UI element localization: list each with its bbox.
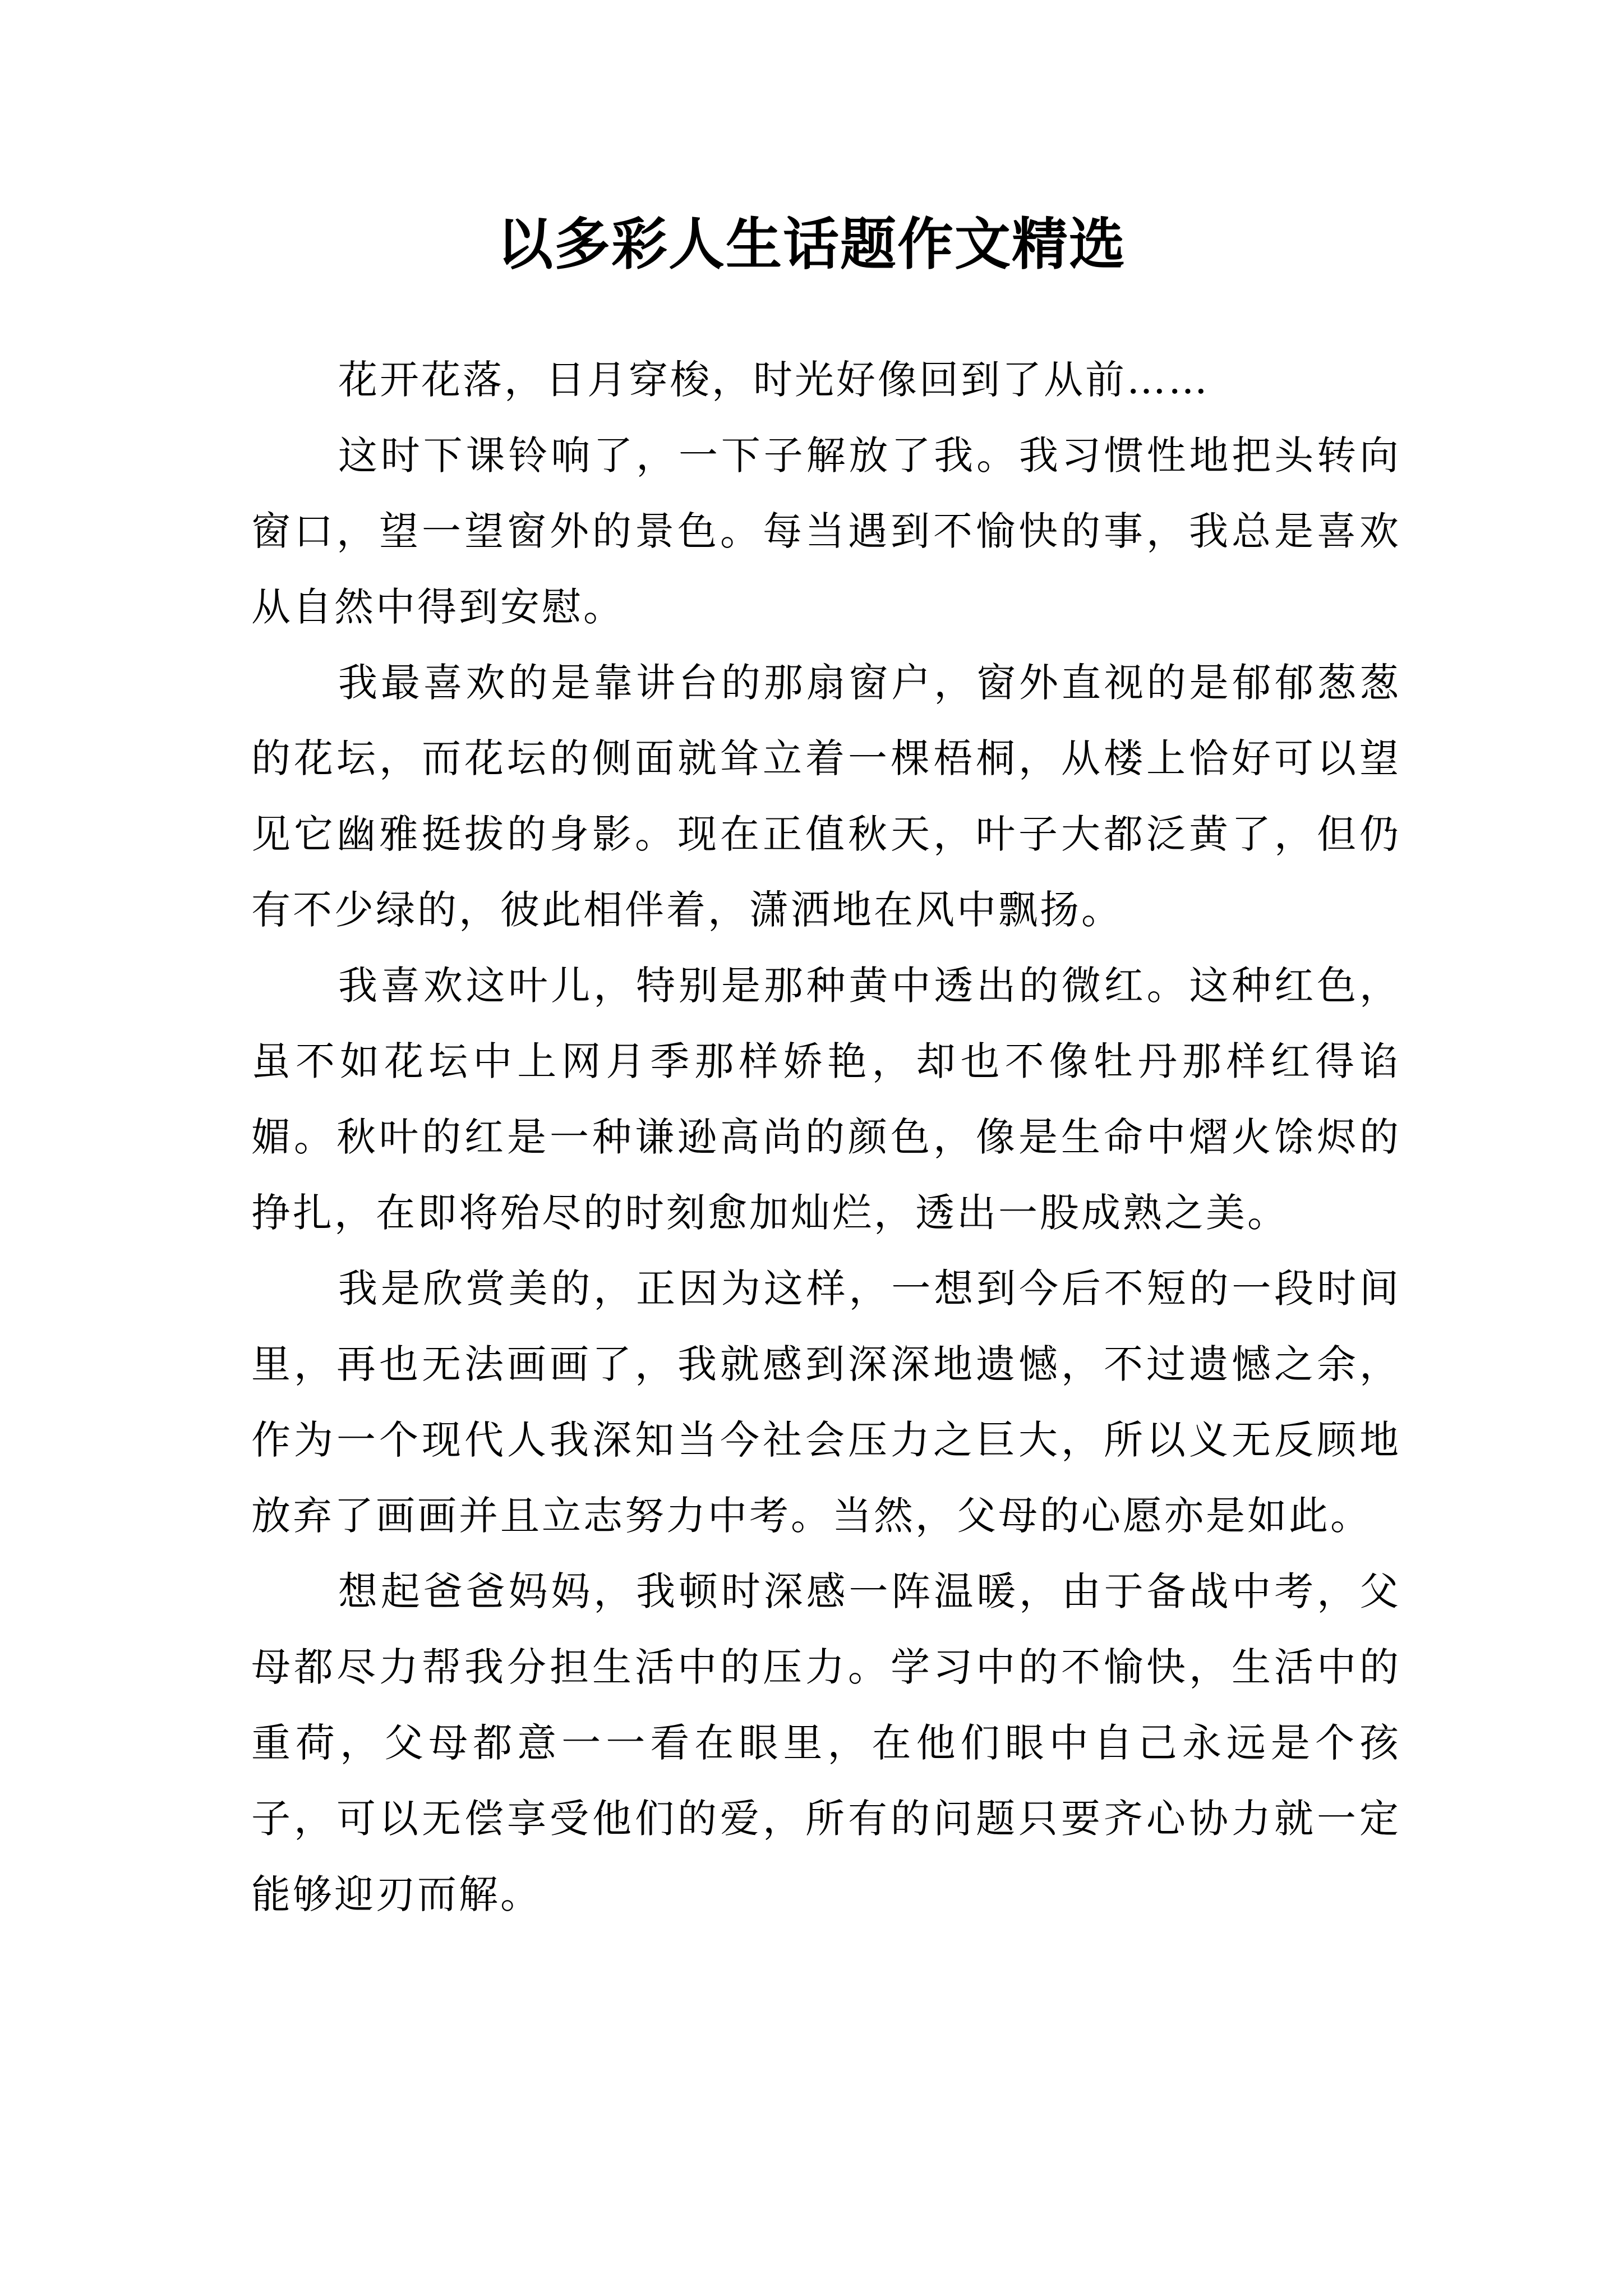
paragraph-6: 想起爸爸妈妈，我顿时深感一阵温暖，由于备战中考，父母都尽力帮我分担生活中的压力。学习中的不愉快，生活中的重荷，父母都意一一看在眼里，在他们眼中自己永远是个孩子，可以无偿享受他们的爱，所有的问题只要齐心协力就一定能够迎刃而解。: [251, 1568, 1401, 1917]
document-title: 以多彩人生话题作文精选: [497, 211, 1126, 277]
document-body: [251, 342, 1401, 1932]
paragraph-4: 我喜欢这叶儿，特别是那种黄中透出的微红。这种红色，虽不如花坛中上网月季那样娇艳，却也不像牡丹那样红得谄媚。秋叶的红是一种谦逊高尚的颜色，像是生命中熠火馀烬的挣扎，在即将殆尽的时刻愈加灿烂，透出一股成熟之美。: [251, 963, 1401, 1236]
paragraph-1: 花开花落，日月穿梭，时光好像回到了从前……: [338, 357, 1210, 403]
paragraph-5: 我是欣赏美的，正因为这样，一想到今后不短的一段时间里，再也无法画画了，我就感到深深地遗憾，不过遗憾之余，作为一个现代人我深知当今社会压力之巨大，所以义无反顾地放弃了画画并且立志努力中考。当然，父母的心愿亦是如此。: [251, 1266, 1401, 1539]
paragraph-3: 我最喜欢的是靠讲台的那扇窗户，窗外直视的是郁郁葱葱的花坛，而花坛的侧面就耸立着一棵梧桐，从楼上恰好可以望见它幽雅挺拔的身影。现在正值秋天，叶子大都泛黄了，但仍有不少绿的，彼此相伴着，潇洒地在风中飘扬。: [251, 660, 1401, 933]
paragraph-2: 这时下课铃响了，一下子解放了我。我习惯性地把头转向窗口，望一望窗外的景色。每当遇到不愉快的事，我总是喜欢从自然中得到安慰。: [251, 432, 1401, 630]
